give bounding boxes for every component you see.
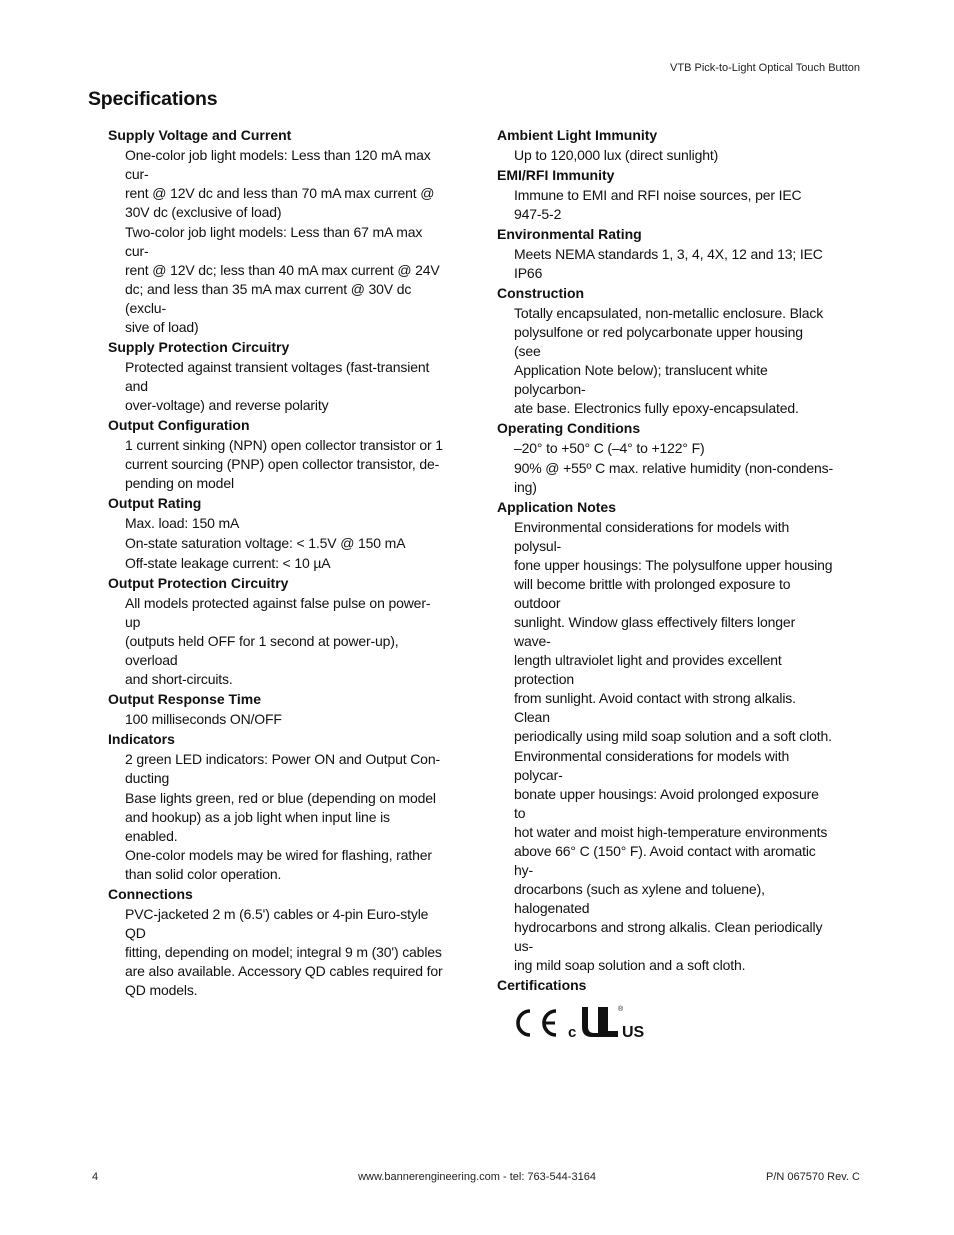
spec-paragraph (125, 789, 444, 884)
spec-line: rent @ 12V dc and less than 70 mA max current @ (125, 185, 435, 201)
spec-paragraph (125, 358, 444, 415)
section-heading-emi-rfi-immunity: EMI/RFI Immunity (497, 167, 615, 183)
spec-paragraph (514, 186, 833, 224)
footer-contact: www.bannerengineering.com - tel: 763-544-3164 (358, 1171, 596, 1183)
spec-line: PVC-jacketed 2 m (6.5') cables or 4-pin Euro-style QD (125, 906, 429, 941)
spec-line: periodically using mild soap solution and a soft cloth. (514, 728, 832, 744)
spec-paragraph (125, 750, 444, 788)
spec-line: Base lights green, red or blue (depending on model (125, 790, 436, 806)
spec-line: ate base. Electronics fully epoxy-encapsulated. (514, 400, 799, 416)
spec-paragraph (514, 146, 833, 165)
spec-line: fone upper housings: The polysulfone upper housing (514, 557, 833, 573)
spec-column-right (497, 126, 833, 1039)
spec-line: above 66° C (150° F). Avoid contact with aromatic hy- (514, 843, 816, 878)
spec-line: ducting (125, 770, 170, 786)
spec-line: Immune to EMI and RFI noise sources, per IEC (514, 187, 802, 203)
spec-paragraph (514, 518, 833, 746)
section-heading-output-response-time: Output Response Time (108, 691, 261, 707)
spec-line: are also available. Accessory QD cables required for (125, 963, 443, 979)
spec-line: rent @ 12V dc; less than 40 mA max current @ 24V (125, 262, 440, 278)
spec-line: pending on model (125, 475, 234, 491)
spec-line: hydrocarbons and strong alkalis. Clean periodically us- (514, 919, 823, 954)
spec-line: (outputs held OFF for 1 second at power-up), overload (125, 633, 399, 668)
spec-line: length ultraviolet light and provides excellent protection (514, 652, 782, 687)
spec-line: Two-color job light models: Less than 67 mA max cur- (125, 224, 423, 259)
spec-line: On-state saturation voltage: < 1.5V @ 150 mA (125, 535, 406, 551)
section-heading-environmental-rating: Environmental Rating (497, 226, 642, 242)
spec-paragraph (125, 436, 444, 493)
spec-line: 1 current sinking (NPN) open collector transistor or 1 (125, 437, 443, 453)
section-heading-output-configuration: Output Configuration (108, 417, 250, 433)
spec-line: Totally encapsulated, non-metallic enclosure. Black (514, 305, 824, 321)
spec-paragraph (125, 146, 444, 222)
ce-mark-icon (514, 1007, 566, 1039)
spec-line: Up to 120,000 lux (direct sunlight) (514, 147, 719, 163)
spec-line: Off-state leakage current: < 10 µA (125, 555, 331, 571)
spec-paragraph (125, 534, 444, 553)
document-title: VTB Pick-to-Light Optical Touch Button (670, 62, 860, 74)
spec-paragraph (514, 304, 833, 418)
spec-line: dc; and less than 35 mA max current @ 30V dc (exclu- (125, 281, 412, 316)
spec-line: sive of load) (125, 319, 199, 335)
spec-line: bonate upper housings: Avoid prolonged exposure to (514, 786, 819, 821)
section-heading-output-rating: Output Rating (108, 495, 202, 511)
section-heading-application-notes: Application Notes (497, 499, 617, 515)
spec-line: hot water and moist high-temperature environments (514, 824, 828, 840)
spec-line: One-color job light models: Less than 120 mA max cur- (125, 147, 431, 182)
spec-line: polysulfone or red polycarbonate upper housing (see (514, 324, 803, 359)
spec-line: 2 green LED indicators: Power ON and Output Con- (125, 751, 440, 767)
section-heading-operating-conditions: Operating Conditions (497, 420, 641, 436)
certification-logos (514, 1003, 833, 1039)
spec-line: QD models. (125, 982, 198, 998)
spec-line: IP66 (514, 265, 543, 281)
spec-paragraph (125, 514, 444, 533)
spec-line: Application Note below); translucent white polycarbon- (514, 362, 768, 397)
spec-paragraph (125, 905, 444, 1000)
section-heading-supply-protection-circuitry: Supply Protection Circuitry (108, 339, 290, 355)
spec-paragraph (125, 223, 444, 337)
section-heading-certifications: Certifications (497, 977, 587, 993)
spec-paragraph (514, 245, 833, 283)
spec-line: Environmental considerations for models with polycar- (514, 748, 790, 783)
svg-text:c: c (568, 1024, 577, 1039)
spec-line: ing) (514, 479, 537, 495)
spec-line: current sourcing (PNP) open collector transistor, de- (125, 456, 440, 472)
spec-line: 100 milliseconds ON/OFF (125, 711, 282, 727)
section-heading-indicators: Indicators (108, 731, 175, 747)
spec-line: fitting, depending on model; integral 9 m (30') cables (125, 944, 442, 960)
spec-line: All models protected against false pulse on power-up (125, 595, 431, 630)
spec-paragraph (125, 554, 444, 573)
spec-line: Protected against transient voltages (fast-transient and (125, 359, 430, 394)
spec-line: and hookup) as a job light when input line is enabled. (125, 809, 390, 844)
section-heading-construction: Construction (497, 285, 585, 301)
spec-paragraph (514, 747, 833, 975)
spec-line: and short-circuits. (125, 671, 233, 687)
spec-line: 90% @ +55º C max. relative humidity (non-condens- (514, 460, 833, 476)
spec-line: –20° to +50° C (–4° to +122° F) (514, 440, 705, 456)
spec-line: sunlight. Window glass effectively filters longer wave- (514, 614, 796, 649)
spec-paragraph (125, 710, 444, 729)
spec-line: drocarbons (such as xylene and toluene), halogenated (514, 881, 765, 916)
spec-line: Meets NEMA standards 1, 3, 4, 4X, 12 and 13; IEC (514, 246, 823, 262)
part-number: P/N 067570 Rev. C (766, 1171, 860, 1183)
section-heading-output-protection-circuitry: Output Protection Circuitry (108, 575, 289, 591)
page-number: 4 (92, 1171, 99, 1183)
section-heading-ambient-light-immunity: Ambient Light Immunity (497, 127, 658, 143)
spec-line: 947-5-2 (514, 206, 562, 222)
spec-line: One-color models may be wired for flashing, rather (125, 847, 432, 863)
spec-line: Max. load: 150 mA (125, 515, 240, 531)
spec-paragraph (125, 594, 444, 689)
spec-line: will become brittle with prolonged exposure to outdoor (514, 576, 791, 611)
spec-paragraph (514, 439, 833, 458)
spec-paragraph (514, 459, 833, 497)
spec-line: ing mild soap solution and a soft cloth. (514, 957, 746, 973)
spec-line: from sunlight. Avoid contact with strong alkalis. Clean (514, 690, 796, 725)
spec-line: than solid color operation. (125, 866, 282, 882)
section-heading-connections: Connections (108, 886, 193, 902)
spec-line: Environmental considerations for models with polysul- (514, 519, 790, 554)
spec-line: over-voltage) and reverse polarity (125, 397, 329, 413)
spec-column-left (108, 126, 444, 1001)
spec-line: 30V dc (exclusive of load) (125, 204, 282, 220)
section-heading-supply-voltage-and-current: Supply Voltage and Current (108, 127, 292, 143)
page-title: Specifications (88, 88, 218, 110)
svg-text:US: US (622, 1024, 645, 1039)
svg-text:®: ® (618, 1006, 624, 1013)
cul-us-mark-icon (568, 1003, 678, 1039)
